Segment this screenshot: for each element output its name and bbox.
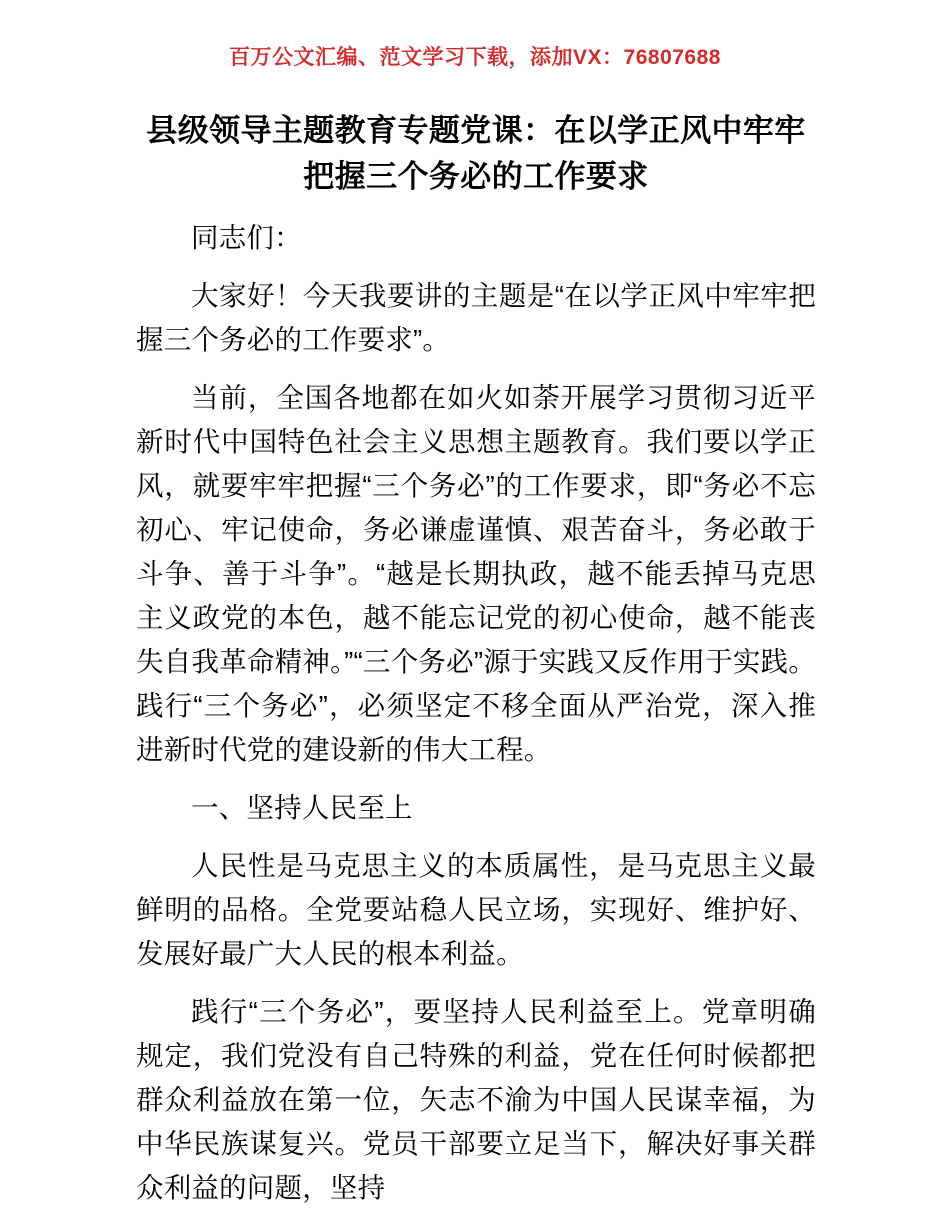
page-title: 县级领导主题教育专题党课：在以学正风中牢牢把握三个务必的工作要求 xyxy=(146,113,806,194)
paragraph-section1-2: 践行“三个务必”，要坚持人民利益至上。党章明确规定，我们党没有自己特殊的利益，党在任何时候都把群众利益放在第一位，矢志不渝为中国人民谋幸福，为中华民族谋复兴。党员干部要立足当下，解决好事关群众利益的问题，坚持 xyxy=(136,996,816,1203)
paragraph-salutation: 同志们： xyxy=(191,222,302,253)
document-body xyxy=(136,108,816,1224)
section-heading-1: 一、坚持人民至上 xyxy=(191,792,413,823)
paragraph-background: 当前，全国各地都在如火如荼开展学习贯彻习近平新时代中国特色社会主义思想主题教育。我们要以学正风，就要牢牢把握“三个务必”的工作要求，即“务必不忘初心、牢记使命，务必谦虚谨慎、艰苦奋斗，务必敢于斗争、善于斗争”。“越是长期执政，越不能丢掉马克思主义政党的本色，越不能忘记党的初心使命，越不能丧失自我革命精神。”“三个务必”源于实践又反作用于实践。践行“三个务必”，必须坚定不移全面从严治党，深入推进新时代党的建设新的伟大工程。 xyxy=(136,382,816,765)
paragraph-section1-1: 人民性是马克思主义的本质属性，是马克思主义最鲜明的品格。全党要站稳人民立场，实现好、维护好、发展好最广大人民的根本利益。 xyxy=(136,850,816,969)
paragraph-greeting: 大家好！今天我要讲的主题是“在以学正风中牢牢把握三个务必的工作要求”。 xyxy=(136,280,816,355)
promo-watermark-header: 百万公文汇编、范文学习下载，添加VX：76807688 xyxy=(229,46,721,69)
